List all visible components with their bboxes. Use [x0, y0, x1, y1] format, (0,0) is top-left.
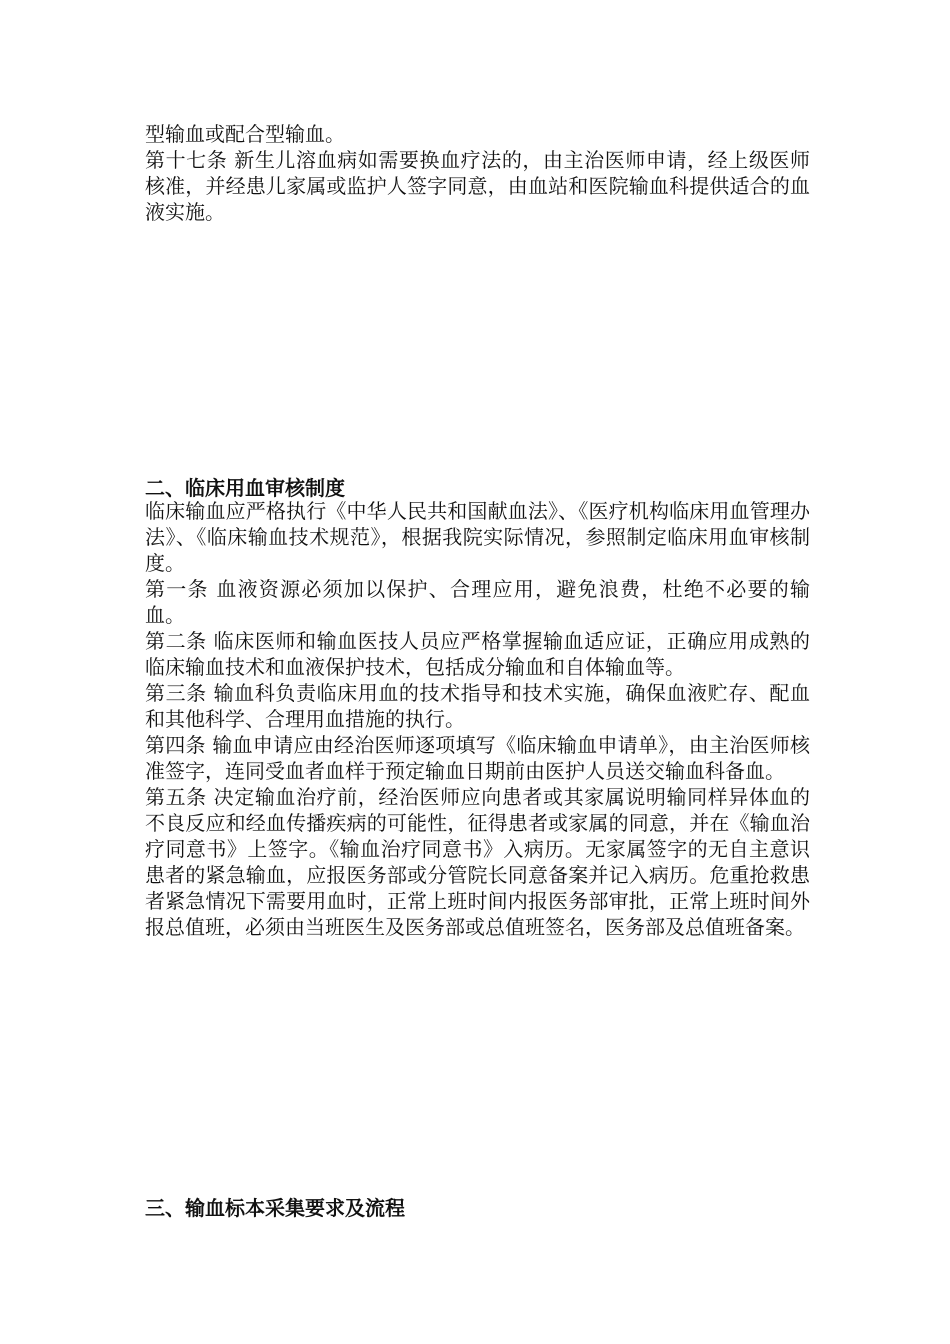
section-2-body	[145, 498, 810, 940]
paragraph-continuation: 型输血或配合型输血。	[145, 122, 345, 146]
paragraph-article-3: 第三条 输血科负责临床用血的技术指导和技术实施，确保血液贮存、配血和其他科学、合理用血措施的执行。	[145, 681, 810, 731]
section-2-heading: 二、临床用血审核制度	[145, 476, 345, 500]
paragraph-article-17: 第十七条 新生儿溶血病如需要换血疗法的，由主治医师申请，经上级医师核准，并经患儿家属或监护人签字同意，由血站和医院输血科提供适合的血液实施。	[145, 148, 810, 224]
section-3-heading: 三、输血标本采集要求及流程	[145, 1196, 405, 1220]
top-text-block	[145, 121, 810, 225]
paragraph-article-5: 第五条 决定输血治疗前，经治医师应向患者或其家属说明输同样异体血的不良反应和经血传播疾病的可能性，征得患者或家属的同意，并在《输血治疗同意书》上签字。《输血治疗同意书》入病历。无家属签字的无自主意识患者的紧急输血，应报医务部或分管院长同意备案并记入病历。危重抢救患者紧急情况下需要用血时，正常上班时间内报医务部审批，正常上班时间外报总值班，必须由当班医生及医务部或总值班签名，医务部及总值班备案。	[145, 785, 810, 939]
paragraph-article-1: 第一条 血液资源必须加以保护、合理应用，避免浪费，杜绝不必要的输血。	[145, 577, 810, 627]
section-3-heading-block	[145, 1195, 810, 1221]
paragraph-intro: 临床输血应严格执行《中华人民共和国献血法》、《医疗机构临床用血管理办法》、《临床输血技术规范》，根据我院实际情况，参照制定临床用血审核制度。	[145, 499, 810, 575]
paragraph-article-2: 第二条 临床医师和输血医技人员应严格掌握输血适应证，正确应用成熟的临床输血技术和血液保护技术，包括成分输血和自体输血等。	[145, 629, 810, 679]
paragraph-article-4: 第四条 输血申请应由经治医师逐项填写《临床输血申请单》，由主治医师核准签字，连同受血者血样于预定输血日期前由医护人员送交输血科备血。	[145, 733, 810, 783]
